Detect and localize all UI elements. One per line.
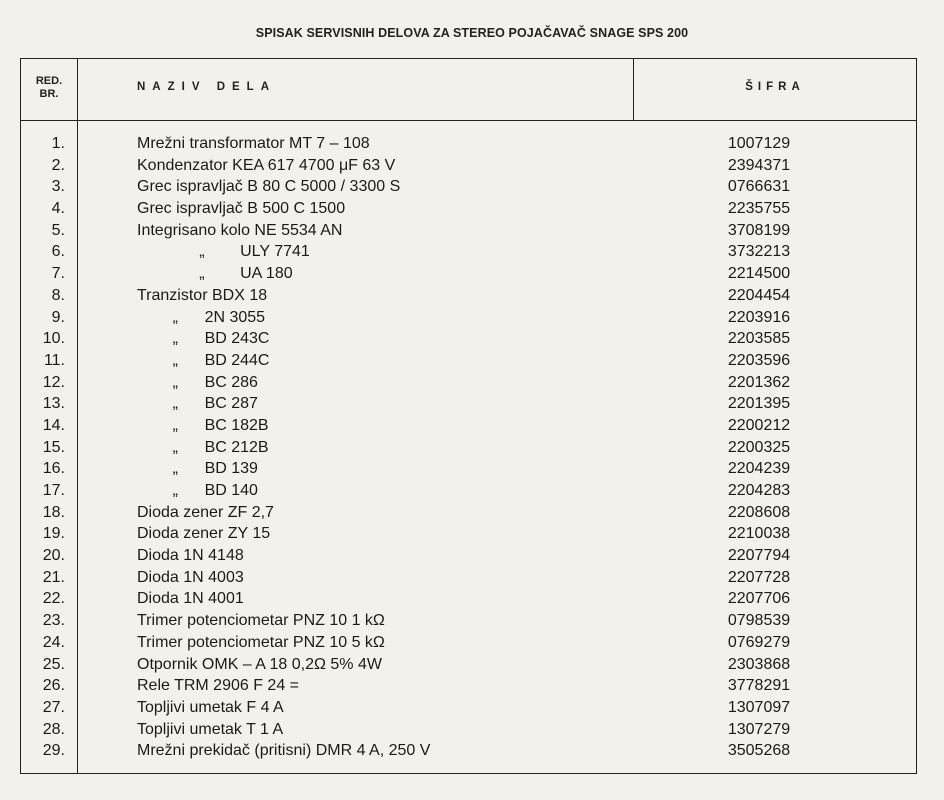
table-row bbox=[21, 697, 916, 719]
part-name: Tranzistor BDX 18 bbox=[137, 286, 268, 304]
table-row bbox=[21, 372, 916, 394]
table-row bbox=[21, 523, 916, 545]
part-code: 2201362 bbox=[727, 373, 791, 391]
row-number: 16. bbox=[42, 460, 65, 478]
part-name: „ ULY 7741 bbox=[137, 243, 310, 261]
table-row bbox=[21, 285, 916, 307]
header-divider bbox=[21, 120, 916, 121]
table-row bbox=[21, 307, 916, 329]
part-code: 2201395 bbox=[727, 395, 791, 413]
part-name: Mrežni prekidač (pritisni) DMR 4 A, 250 V bbox=[137, 742, 431, 760]
part-code: 2303868 bbox=[727, 655, 791, 673]
header-number bbox=[21, 75, 77, 101]
row-number: 20. bbox=[42, 547, 65, 565]
part-name: Grec ispravljač B 500 C 1500 bbox=[137, 200, 346, 218]
table-row bbox=[21, 198, 916, 220]
part-code: 2200325 bbox=[727, 438, 791, 456]
table-row bbox=[21, 328, 916, 350]
row-number: 17. bbox=[42, 482, 65, 499]
part-name: Dioda zener ZF 2,7 bbox=[137, 503, 274, 521]
part-code: 2207728 bbox=[727, 568, 791, 586]
table-row bbox=[21, 415, 916, 437]
row-number: 15. bbox=[42, 438, 65, 456]
document-title: SPISAK SERVISNIH DELOVA ZA STEREO POJAČAVAČ SNAGE SPS 200 bbox=[255, 26, 689, 40]
table-body bbox=[21, 133, 916, 762]
row-number: 29. bbox=[42, 742, 65, 760]
row-number: 3. bbox=[51, 178, 65, 196]
part-name: Dioda 1N 4003 bbox=[137, 568, 244, 586]
part-name: Kondenzator KEA 617 4700 μF 63 V bbox=[137, 156, 396, 174]
part-name: „ 2N 3055 bbox=[137, 308, 266, 326]
part-code: 2210038 bbox=[727, 525, 791, 543]
table-row bbox=[21, 588, 916, 610]
row-number: 8. bbox=[51, 286, 65, 304]
table-row bbox=[21, 155, 916, 177]
table-row bbox=[21, 719, 916, 741]
row-number: 25. bbox=[42, 655, 65, 673]
part-code: 3505268 bbox=[727, 742, 791, 760]
part-name: „ BD 243C bbox=[137, 330, 270, 348]
table-row bbox=[21, 480, 916, 502]
row-number: 6. bbox=[51, 243, 65, 261]
part-name: Otpornik OMK – A 18 0,2Ω 5% 4W bbox=[137, 655, 382, 673]
part-name: „ BD 140 bbox=[137, 482, 258, 499]
header-number-line2: BR. bbox=[39, 88, 59, 100]
part-name: Dioda zener ZY 15 bbox=[137, 525, 271, 543]
part-name: „ BC 286 bbox=[137, 373, 258, 391]
part-code: 1307279 bbox=[727, 720, 791, 738]
header-code: ŠIFRA bbox=[745, 81, 805, 93]
part-name: „ BC 182B bbox=[137, 416, 269, 434]
part-name: Integrisano kolo NE 5534 AN bbox=[137, 221, 343, 239]
table-row bbox=[21, 740, 916, 762]
part-name: Rele TRM 2906 F 24 = bbox=[137, 677, 300, 695]
row-number: 1. bbox=[51, 135, 65, 152]
table-row bbox=[21, 133, 916, 155]
row-number: 5. bbox=[51, 221, 65, 239]
part-code: 2235755 bbox=[727, 200, 791, 218]
part-code: 3732213 bbox=[727, 243, 791, 261]
header-name: NAZIV DELA bbox=[137, 81, 276, 93]
row-number: 2. bbox=[51, 156, 65, 174]
part-code: 2203916 bbox=[727, 308, 791, 326]
row-number: 11. bbox=[43, 351, 65, 369]
table-row bbox=[21, 220, 916, 242]
part-code: 2203585 bbox=[727, 330, 791, 348]
table-row bbox=[21, 545, 916, 567]
part-code: 1307097 bbox=[727, 698, 791, 716]
row-number: 4. bbox=[51, 200, 65, 218]
row-number: 21. bbox=[42, 568, 65, 586]
part-code: 2204239 bbox=[727, 460, 791, 478]
part-name: „ BD 139 bbox=[137, 460, 258, 478]
part-code: 2208608 bbox=[727, 503, 791, 521]
part-name: Topljivi umetak F 4 A bbox=[137, 698, 284, 716]
table-row bbox=[21, 437, 916, 459]
header-number-line1: RED. bbox=[35, 75, 63, 87]
table-row bbox=[21, 610, 916, 632]
table-row bbox=[21, 393, 916, 415]
part-code: 2207794 bbox=[727, 547, 791, 565]
part-name: „ BC 287 bbox=[137, 395, 258, 413]
part-name: Dioda 1N 4148 bbox=[137, 547, 244, 565]
row-number: 22. bbox=[42, 590, 65, 608]
table-row bbox=[21, 176, 916, 198]
part-name: Mrežni transformator MT 7 – 108 bbox=[137, 135, 370, 152]
row-number: 10. bbox=[42, 330, 65, 348]
part-code: 2204283 bbox=[727, 482, 791, 499]
part-name: Topljivi umetak T 1 A bbox=[137, 720, 284, 738]
part-name: Dioda 1N 4001 bbox=[137, 590, 244, 608]
part-code: 2207706 bbox=[727, 590, 791, 608]
parts-table bbox=[20, 58, 917, 774]
part-name: Grec ispravljač B 80 C 5000 / 3300 S bbox=[137, 178, 401, 196]
table-row bbox=[21, 241, 916, 263]
part-code: 0798539 bbox=[727, 612, 791, 630]
row-number: 28. bbox=[42, 720, 65, 738]
table-row bbox=[21, 675, 916, 697]
part-code: 0769279 bbox=[727, 633, 791, 651]
part-code: 2394371 bbox=[727, 156, 791, 174]
part-code: 1007129 bbox=[727, 135, 791, 152]
row-number: 23. bbox=[42, 612, 65, 630]
table-row bbox=[21, 263, 916, 285]
part-code: 3708199 bbox=[727, 221, 791, 239]
row-number: 13. bbox=[42, 395, 65, 413]
part-name: Trimer potenciometar PNZ 10 5 kΩ bbox=[137, 633, 385, 651]
part-name: „ BD 244C bbox=[137, 351, 270, 369]
row-number: 19. bbox=[42, 525, 65, 543]
row-number: 12. bbox=[42, 373, 65, 391]
row-number: 24. bbox=[42, 633, 65, 651]
part-name: „ UA 180 bbox=[137, 265, 293, 283]
row-number: 14. bbox=[42, 416, 65, 434]
part-code: 3778291 bbox=[727, 677, 791, 695]
part-code: 0766631 bbox=[727, 178, 791, 196]
part-code: 2204454 bbox=[727, 286, 791, 304]
row-number: 27. bbox=[42, 698, 65, 716]
table-row bbox=[21, 567, 916, 589]
table-row bbox=[21, 458, 916, 480]
row-number: 18. bbox=[42, 503, 65, 521]
part-code: 2200212 bbox=[727, 416, 791, 434]
part-name: Trimer potenciometar PNZ 10 1 kΩ bbox=[137, 612, 385, 630]
row-number: 26. bbox=[42, 677, 65, 695]
part-code: 2214500 bbox=[727, 265, 791, 283]
row-number: 9. bbox=[51, 308, 65, 326]
part-name: „ BC 212B bbox=[137, 438, 269, 456]
table-row bbox=[21, 502, 916, 524]
table-row bbox=[21, 350, 916, 372]
table-row bbox=[21, 632, 916, 654]
part-code: 2203596 bbox=[727, 351, 791, 369]
row-number: 7. bbox=[51, 265, 65, 283]
table-row bbox=[21, 654, 916, 676]
